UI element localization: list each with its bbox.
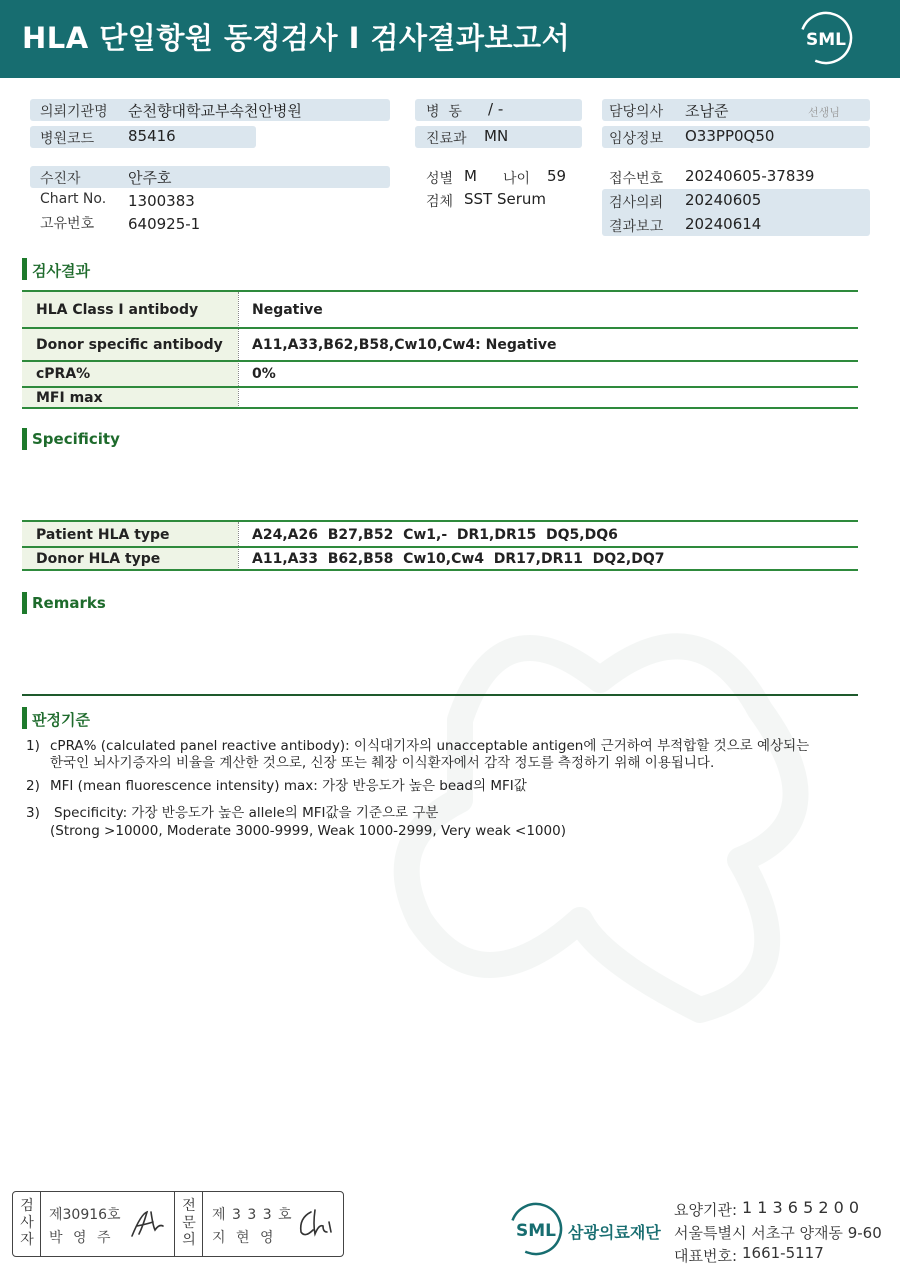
- request-date-label: 검사의뢰: [609, 195, 664, 211]
- clinical-info-label: 임상정보: [609, 131, 664, 147]
- results-section-marker: [22, 258, 27, 280]
- criteria-title: 판정기준: [32, 711, 90, 729]
- institution-value: 순천향대학교부속천안병원: [128, 102, 302, 120]
- tester-label: [17, 1198, 37, 1249]
- chart-no-value: 1300383: [128, 192, 195, 210]
- org-logo-icon: [506, 1200, 566, 1258]
- tester-license-no: 제30916호: [49, 1207, 121, 1223]
- hla-type-row-label: Donor HLA type: [36, 551, 161, 567]
- ward-label: 병 동: [426, 104, 462, 120]
- signature-divider: [174, 1192, 175, 1256]
- department-label: 진료과: [426, 131, 467, 147]
- criteria-item-number: 2): [26, 778, 40, 794]
- specialist-label-char: 전: [182, 1198, 196, 1214]
- criteria-item-text: 한국인 뇌사기증자의 비율을 계산한 것으로, 신장 또는 췌장 이식환자에서 감작 정도를 측정하기 위해 이용됩니다.: [50, 755, 715, 771]
- report-date-label: 결과보고: [609, 219, 664, 235]
- remarks-title: Remarks: [32, 594, 106, 612]
- doctor-label: 담당의사: [609, 104, 664, 120]
- report-header: [0, 0, 900, 78]
- signature-divider: [40, 1192, 41, 1256]
- care-code-label: 요양기관:: [674, 1201, 738, 1219]
- receipt-no-label: 접수번호: [609, 171, 664, 187]
- patient-label: 수진자: [40, 171, 81, 187]
- results-title: 검사결과: [32, 262, 90, 280]
- doctor-suffix: 선생님: [808, 106, 840, 119]
- criteria-section-marker: [22, 707, 27, 729]
- org-address: 서울특별시 서초구 양재동 9-60: [674, 1224, 882, 1242]
- results-divider: [238, 292, 239, 408]
- phone-value: 1661-5117: [742, 1244, 824, 1262]
- specificity-bottom-line: [22, 569, 858, 571]
- specimen-value: SST Serum: [464, 190, 547, 208]
- chart-no-label: Chart No.: [40, 191, 107, 207]
- report-date-value: 20240614: [685, 215, 762, 233]
- result-row-label: cPRA%: [36, 366, 91, 382]
- result-row-label: HLA Class I antibody: [36, 302, 199, 318]
- specialist-label-char: 의: [182, 1232, 196, 1248]
- tester-label-char: 자: [20, 1232, 34, 1248]
- results-row-line: [22, 386, 858, 388]
- specificity-title: Specificity: [32, 430, 120, 448]
- report-title: HLA 단일항원 동정검사 I 검사결과보고서: [22, 21, 571, 55]
- sml-logo-icon: [798, 10, 854, 66]
- care-code-value: 1 1 3 6 5 2 0 0: [742, 1198, 860, 1217]
- criteria-item-number: 3): [26, 805, 40, 821]
- specimen-label: 검체: [426, 194, 454, 210]
- age-label: 나이: [503, 171, 531, 187]
- criteria-item-text: (Strong >10000, Moderate 3000-9999, Weak 1000-2999, Very weak <1000): [50, 823, 566, 839]
- signature-divider: [202, 1192, 203, 1256]
- sex-value: M: [464, 167, 477, 185]
- hospital-code-label: 병원코드: [40, 131, 95, 147]
- unique-no-value: 640925-1: [128, 215, 201, 233]
- receipt-no-value: 20240605-37839: [685, 167, 815, 185]
- org-name: 삼광의료재단: [568, 1223, 661, 1242]
- specialist-signature-icon: [295, 1206, 339, 1242]
- specificity-section-marker: [22, 428, 27, 450]
- patient-value: 안주호: [128, 169, 172, 187]
- sex-label: 성별: [426, 171, 454, 187]
- svg-text:SML: SML: [806, 30, 846, 50]
- results-row-line: [22, 360, 858, 362]
- hospital-code-value: 85416: [128, 127, 176, 145]
- result-row-value: Negative: [252, 302, 323, 318]
- criteria-item-number: 1): [26, 738, 40, 754]
- signature-table: [12, 1191, 344, 1257]
- clinical-info-value: O33PP0Q50: [685, 127, 775, 145]
- ward-value: / -: [488, 100, 504, 118]
- hla-type-row-value: A24,A26 B27,B52 Cw1,- DR1,DR15 DQ5,DQ6: [252, 527, 618, 543]
- phone-label: 대표번호:: [674, 1247, 738, 1265]
- institution-label: 의뢰기관명: [40, 104, 108, 120]
- svg-text:SML: SML: [516, 1221, 556, 1241]
- patient-box: [30, 166, 390, 188]
- results-row-line: [22, 327, 858, 329]
- specialist-label-char: 문: [182, 1215, 196, 1231]
- tester-signature-icon: [129, 1206, 169, 1242]
- tester-name: 박 영 주: [49, 1230, 114, 1246]
- specialist-license-no: 제 3 3 3 호: [212, 1207, 293, 1223]
- result-row-label: Donor specific antibody: [36, 337, 223, 353]
- criteria-item-text: MFI (mean fluorescence intensity) max: 가장 반응도가 높은 bead의 MFI값: [50, 778, 527, 794]
- specialist-label: [179, 1198, 199, 1249]
- criteria-item-text: Specificity: 가장 반응도가 높은 allele의 MFI값을 기준으로 구분: [54, 805, 439, 821]
- result-row-label: MFI max: [36, 390, 103, 406]
- remarks-bottom-line: [22, 694, 858, 696]
- result-row-value: 0%: [252, 366, 276, 382]
- tester-label-char: 사: [20, 1215, 34, 1231]
- result-row-value: A11,A33,B62,B58,Cw10,Cw4: Negative: [252, 337, 557, 353]
- department-value: MN: [484, 127, 509, 145]
- request-date-value: 20240605: [685, 191, 762, 209]
- hla-type-row-label: Patient HLA type: [36, 527, 170, 543]
- remarks-section-marker: [22, 592, 27, 614]
- results-bottom-line: [22, 407, 858, 409]
- doctor-value: 조남준: [685, 102, 729, 120]
- hla-type-row-value: A11,A33 B62,B58 Cw10,Cw4 DR17,DR11 DQ2,DQ7: [252, 551, 665, 567]
- specialist-name: 지 현 영: [212, 1230, 277, 1246]
- tester-label-char: 검: [20, 1198, 34, 1214]
- specificity-row-line: [22, 546, 858, 548]
- unique-no-label: 고유번호: [40, 216, 95, 232]
- criteria-item-text: cPRA% (calculated panel reactive antibody): 이식대기자의 unacceptable antigen에 근거하여 부적합할 것으로 예상되는: [50, 738, 810, 754]
- age-value: 59: [547, 167, 567, 185]
